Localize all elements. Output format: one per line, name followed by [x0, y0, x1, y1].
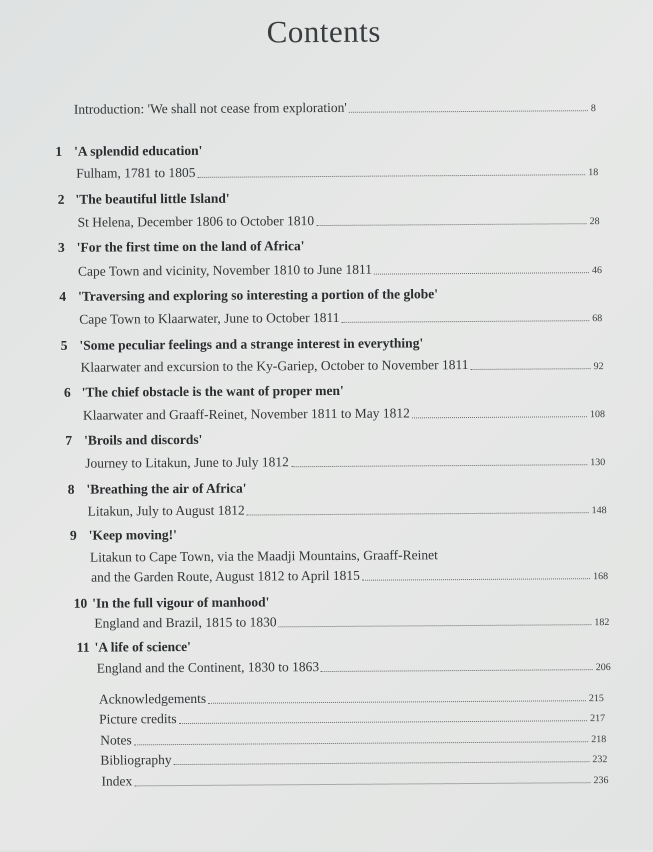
entry-page: 232 — [592, 754, 608, 766]
chapter-title: 'In the full vigour of manhood' — [92, 594, 270, 611]
entry-page: 68 — [592, 313, 603, 325]
dot-leader — [279, 623, 592, 627]
chapter-number: 10 — [73, 595, 88, 611]
chapter-subtitle — [78, 211, 600, 231]
chapter-number: 1 — [55, 143, 63, 159]
toc-entry-index — [101, 770, 608, 790]
entry-label: Acknowledgements — [98, 690, 207, 707]
chapter-subtitle — [88, 500, 607, 520]
toc-entry-picture-credits — [99, 708, 605, 728]
dot-leader — [247, 511, 589, 515]
dot-leader — [198, 173, 586, 178]
entry-label: Notes — [100, 732, 132, 748]
dot-leader — [470, 367, 590, 370]
toc-entry-introduction — [74, 98, 596, 118]
chapter-subtitle — [94, 612, 609, 632]
subtitle-text: St Helena, December 1806 to October 1810 — [77, 213, 315, 230]
dot-leader — [349, 109, 588, 113]
subtitle-text: England and the Continent, 1830 to 1863 — [96, 659, 320, 676]
chapter-subtitle — [76, 162, 598, 182]
entry-page: 130 — [590, 457, 606, 469]
chapter-title: 'The beautiful little Island' — [75, 190, 230, 207]
dot-leader — [134, 781, 590, 786]
dot-leader — [316, 222, 586, 226]
chapter-subtitle — [78, 260, 602, 280]
chapter-number: 7 — [65, 432, 73, 448]
subtitle-text: Cape Town to Klaarwater, June to October 1811 — [79, 309, 340, 327]
chapter-title: 'A life of science' — [94, 638, 191, 655]
chapter-title: 'Traversing and exploring so interesting a portion of the globe' — [78, 286, 439, 304]
entry-label: Introduction: 'We shall not cease from exploration' — [73, 99, 347, 117]
entry-page: 215 — [588, 693, 604, 705]
dot-leader — [291, 463, 587, 467]
chapter-subtitle-line: Litakun to Cape Town, via the Maadji Mountains, Graaff-Reinet — [89, 547, 438, 565]
dot-leader — [362, 577, 590, 581]
chapter-title: 'For the first time on the land of Africa' — [76, 238, 305, 255]
chapter-title: 'The chief obstacle is the want of proper men' — [81, 382, 344, 400]
subtitle-text: England and Brazil, 1815 to 1830 — [94, 614, 277, 631]
dot-leader — [321, 668, 593, 672]
dot-leader — [134, 740, 589, 745]
subtitle-text: Cape Town and vicinity, November 1810 to June 1811 — [77, 261, 372, 279]
chapter-subtitle — [91, 566, 608, 586]
chapter-number: 9 — [69, 527, 77, 543]
toc-entry-bibliography — [100, 749, 607, 769]
entry-page: 168 — [593, 571, 609, 583]
subtitle-text: Fulham, 1781 to 1805 — [76, 164, 196, 181]
entry-label: Picture credits — [98, 711, 177, 727]
entry-page: 28 — [589, 216, 600, 228]
chapter-subtitle — [85, 452, 605, 472]
page-title: Contents — [266, 13, 381, 50]
chapter-title: 'Keep moving!' — [88, 527, 177, 543]
subtitle-text: Klaarwater and Graaff-Reinet, November 1811 to May 1812 — [82, 405, 410, 423]
chapter-number: 8 — [67, 481, 75, 497]
entry-page: 92 — [593, 361, 604, 373]
chapter-title: 'Some peculiar feelings and a strange interest in everything' — [79, 335, 424, 353]
entry-page: 108 — [589, 409, 605, 421]
chapter-number: 6 — [63, 384, 71, 400]
subtitle-text: Klaarwater and excursion to the Ky-Gariep, October to November 1811 — [80, 357, 469, 375]
entry-page: 217 — [590, 713, 606, 725]
entry-page: 8 — [590, 103, 596, 115]
entry-page: 218 — [591, 734, 607, 746]
subtitle-text: Litakun, July to August 1812 — [87, 502, 245, 519]
entry-label: Index — [101, 773, 133, 789]
subtitle-text: Journey to Litakun, June to July 1812 — [85, 454, 289, 471]
chapter-subtitle — [79, 308, 602, 328]
dot-leader — [341, 319, 589, 323]
entry-page: 206 — [595, 662, 611, 674]
chapter-number: 4 — [59, 288, 67, 304]
dot-leader — [179, 719, 587, 724]
chapter-subtitle — [81, 356, 604, 376]
dot-leader — [374, 271, 589, 275]
chapter-number: 3 — [57, 239, 65, 255]
entry-page: 46 — [591, 265, 602, 277]
dot-leader — [412, 415, 587, 418]
entry-page: 182 — [594, 617, 610, 629]
entry-page: 236 — [593, 775, 609, 787]
chapter-subtitle — [83, 404, 605, 424]
chapter-title: 'Broils and discords' — [84, 431, 203, 448]
chapter-number: 11 — [76, 639, 90, 655]
subtitle-text: and the Garden Route, August 1812 to April 1815 — [91, 567, 360, 585]
entry-page: 148 — [591, 505, 607, 517]
entry-label: Bibliography — [100, 752, 172, 768]
chapter-title: 'Breathing the air of Africa' — [86, 480, 247, 497]
toc-entry-notes — [100, 729, 606, 749]
entry-page: 18 — [588, 167, 599, 179]
chapter-number: 5 — [60, 337, 68, 353]
chapter-number: 2 — [57, 191, 65, 207]
chapter-title: 'A splendid education' — [74, 142, 203, 159]
dot-leader — [174, 760, 590, 765]
dot-leader — [208, 699, 586, 704]
toc-entry-acknowledgements — [99, 688, 604, 708]
chapter-subtitle — [97, 657, 611, 677]
